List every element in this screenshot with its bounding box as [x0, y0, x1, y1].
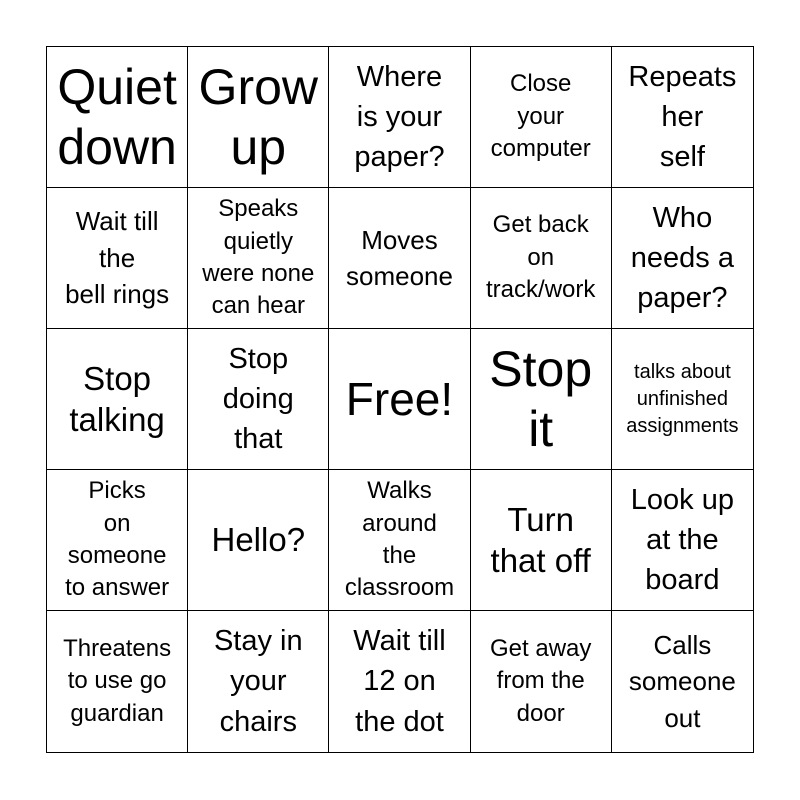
bingo-cell-r4c2[interactable]	[188, 470, 329, 611]
bingo-cell-r5c1[interactable]	[47, 611, 188, 752]
bingo-cell-text: Where is your paper?	[354, 60, 445, 173]
bingo-cell-text: Stop talking	[69, 359, 165, 438]
bingo-board	[46, 46, 754, 753]
bingo-cell-r3c2[interactable]	[188, 329, 329, 470]
bingo-cell-r1c3[interactable]	[329, 47, 470, 188]
bingo-cell-text: Who needs a paper?	[630, 201, 734, 314]
bingo-cell-r4c5[interactable]	[612, 470, 753, 611]
bingo-cell-r2c3[interactable]	[329, 188, 470, 329]
bingo-cell-text: Threatens to use go guardian	[63, 634, 172, 727]
bingo-cell-text: Calls someone out	[628, 629, 736, 733]
bingo-cell-r1c5[interactable]	[612, 47, 753, 188]
bingo-cell-text: Turn that off	[490, 500, 591, 579]
bingo-cell-text: Get away from the door	[490, 634, 592, 727]
bingo-cell-r1c2[interactable]	[188, 47, 329, 188]
bingo-cell-text: Grow up	[198, 59, 319, 175]
bingo-cell-r4c1[interactable]	[47, 470, 188, 611]
bingo-cell-text: Free!	[345, 372, 454, 425]
bingo-cell-text: Stop it	[489, 341, 593, 457]
bingo-cell-r3c4[interactable]	[471, 329, 612, 470]
bingo-cell-text: talks about unfinished assignments	[626, 360, 739, 437]
bingo-cell-r4c3[interactable]	[329, 470, 470, 611]
bingo-cell-text: Stay in your chairs	[213, 625, 303, 738]
bingo-cell-r5c3[interactable]	[329, 611, 470, 752]
bingo-cell-r3c5[interactable]	[612, 329, 753, 470]
bingo-cell-r1c1[interactable]	[47, 47, 188, 188]
bingo-cell-r1c4[interactable]	[471, 47, 612, 188]
bingo-cell-r5c5[interactable]	[612, 611, 753, 752]
bingo-cell-r3c1[interactable]	[47, 329, 188, 470]
bingo-cell-r4c4[interactable]	[471, 470, 612, 611]
bingo-cell-r5c2[interactable]	[188, 611, 329, 752]
bingo-cell-r2c1[interactable]	[47, 188, 188, 329]
bingo-cell-text: Repeats her self	[628, 60, 737, 173]
bingo-cell-free[interactable]	[329, 329, 470, 470]
bingo-cell-r2c4[interactable]	[471, 188, 612, 329]
bingo-cell-text: Hello?	[211, 521, 306, 559]
bingo-cell-text: Walks around the classroom	[344, 477, 455, 602]
bingo-cell-text: Stop doing that	[222, 342, 294, 455]
bingo-cell-text: Wait till 12 on the dot	[353, 625, 446, 738]
bingo-cell-text: Picks on someone to answer	[65, 477, 170, 602]
bingo-cell-text: Wait till the bell rings	[65, 206, 170, 310]
bingo-cell-r2c5[interactable]	[612, 188, 753, 329]
bingo-cell-r2c2[interactable]	[188, 188, 329, 329]
bingo-cell-text: Look up at the board	[630, 483, 734, 596]
bingo-cell-text: Quiet down	[57, 59, 177, 175]
bingo-cell-text: Close your computer	[490, 70, 591, 163]
bingo-cell-text: Speaks quietly were none can hear	[202, 195, 315, 320]
bingo-cell-text: Moves someone	[346, 224, 453, 291]
bingo-cell-text: Get back on track/work	[486, 211, 596, 304]
bingo-cell-r5c4[interactable]	[471, 611, 612, 752]
